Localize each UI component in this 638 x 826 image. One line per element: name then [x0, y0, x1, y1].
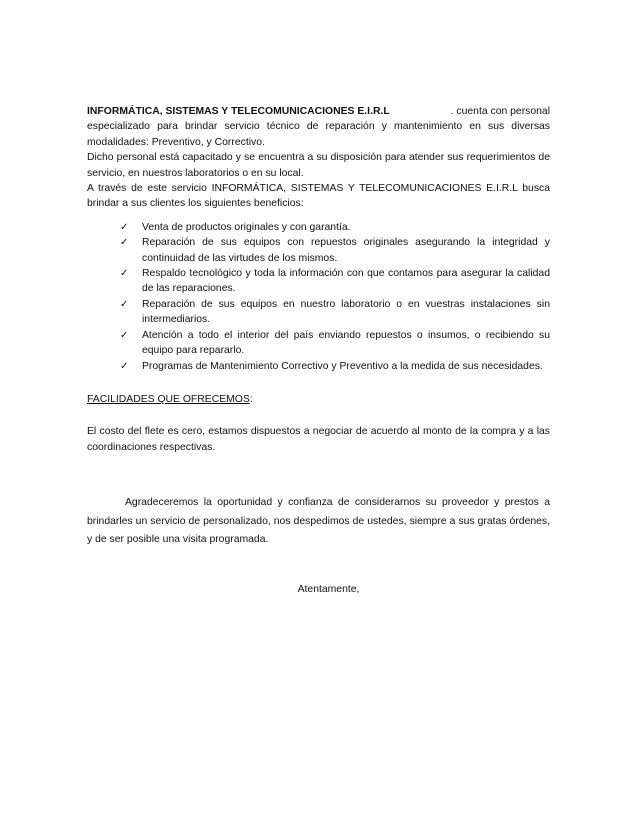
list-item — [87, 297, 550, 328]
benefit-text: Respaldo tecnológico y toda la información con que contamos para asegurar la calidad de las reparaciones. — [142, 268, 550, 295]
signoff: Atentamente, — [297, 584, 360, 596]
facilities-paragraph: El costo del flete es cero, estamos dispuestos a negociar de acuerdo al monto de la compra y a las coordinaciones respectivas. — [87, 426, 550, 453]
list-item — [87, 359, 550, 374]
check-icon: ✓ — [120, 360, 129, 372]
check-icon: ✓ — [120, 237, 129, 249]
letter-body — [87, 104, 550, 598]
facilities-heading — [87, 392, 550, 407]
intro-first-line — [87, 104, 550, 119]
list-item — [87, 328, 550, 359]
check-icon: ✓ — [120, 329, 129, 341]
check-icon: ✓ — [120, 221, 129, 233]
check-icon: ✓ — [120, 298, 129, 310]
facilities-heading-text: FACILIDADES QUE OFRECEMOS — [87, 393, 250, 405]
intro-first-line-rest: . cuenta con personal — [450, 106, 550, 117]
intro-text: especializado para brindar servicio técnico de reparación y mantenimiento en sus diversas modalidades: Preventivo, y Correctivo. — [87, 121, 550, 148]
list-item — [87, 235, 550, 266]
benefit-text: Reparación de sus equipos con repuestos originales asegurando la integridad y continuidad de las virtudes de los mismos. — [142, 237, 550, 264]
facilities-heading-colon: : — [249, 393, 253, 405]
intro-paragraph — [87, 104, 550, 212]
benefit-text: Atención a todo el interior del país enviando repuestos o insumos, o recibiendo su equipo para repararlo. — [142, 329, 550, 357]
benefits-intro-text: A través de este servicio INFORMÁTICA, SISTEMAS Y TELECOMUNICACIONES E.I.R.L busca brindar a sus clientes los siguientes beneficios: — [87, 183, 550, 210]
benefit-text: Venta de productos originales y con garantía. — [142, 221, 351, 233]
list-item — [87, 266, 550, 297]
benefit-text: Reparación de sus equipos en nuestro laboratorio o en vuestras instalaciones sin intermediarios. — [142, 298, 550, 326]
staff-text: Dicho personal está capacitado y se encuentra a su disposición para atender sus requerimientos de servicio, en nuestros laboratorios o en su local. — [87, 152, 550, 179]
check-icon: ✓ — [120, 268, 129, 280]
benefit-text: Programas de Mantenimiento Correctivo y Preventivo a la medida de sus necesidades. — [142, 360, 543, 372]
benefits-list — [87, 220, 550, 374]
closing-paragraph: Agradeceremos la oportunidad y confianza de considerarnos su proveedor y prestos a brindarles un servicio de personalizado, nos despedimos de ustedes, siempre a sus gratas órdenes, y de ser posible una visita programada. — [87, 497, 550, 545]
list-item — [87, 220, 550, 235]
company-name: INFORMÁTICA, SISTEMAS Y TELECOMUNICACIONES E.I.R.L — [87, 106, 390, 117]
